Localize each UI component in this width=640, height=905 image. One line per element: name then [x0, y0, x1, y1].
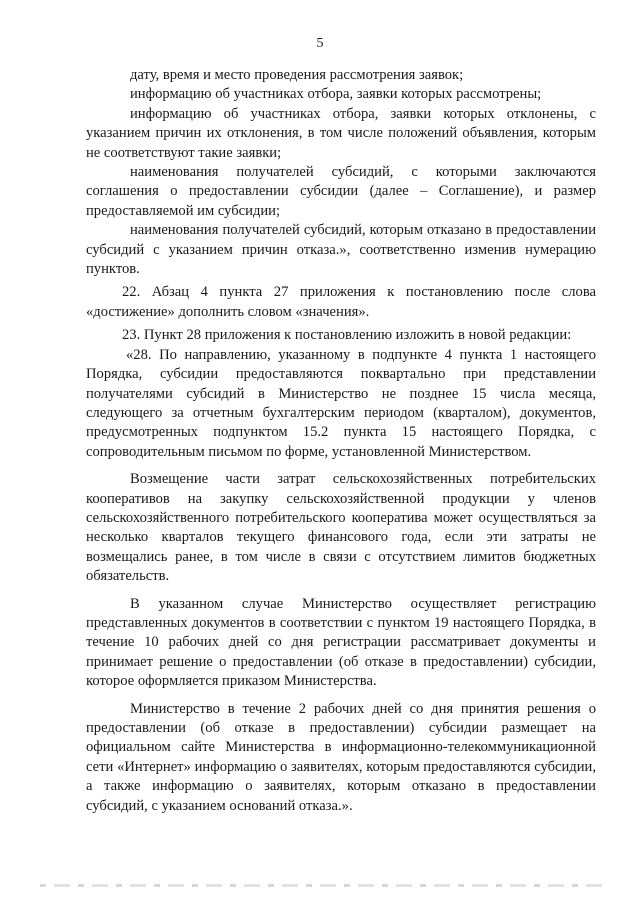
clause-22: 22. Абзац 4 пункта 27 приложения к постановлению после слова «достижение» дополнить словом «значения».: [86, 284, 596, 320]
paragraph-refused-recipients: наименования получателей субсидий, которым отказано в предоставлении субсидий с указанием причин отказа.», соответственно изменив нумерацию пунктов.: [86, 222, 596, 278]
document-body: [86, 66, 596, 816]
paragraph-subsidy-recipients: наименования получателей субсидий, с которыми заключаются соглашения о предоставлении субсидии (далее – Соглашение), и размер предоставляемой им субсидии;: [86, 164, 596, 219]
paragraph-review-date: дату, время и место проведения рассмотрения заявок;: [130, 67, 464, 83]
clause-23: 23. Пункт 28 приложения к постановлению изложить в новой редакции:: [122, 327, 572, 344]
paragraph-rejected-participants: информацию об участниках отбора, заявки которых отклонены, с указанием причин их отклонения, в том числе положений объявления, которым не соответствуют такие заявки;: [86, 105, 596, 161]
paragraph-cost-reimbursement: Возмещение части затрат сельскохозяйственных потребительских кооперативов на закупку сельскохозяйственной продукции у членов сельскохозяйственного потребительского кооператива может осуществляться за несколько кварталов текущего финансового года, если эти затраты не возмещались ранее, в том числе в связи с отсутствием лимитов бюджетных обязательств.: [86, 471, 596, 585]
paragraph-registration: В указанном случае Министерство осуществляет регистрацию представленных документов в соответствии с пунктом 19 настоящего Порядка, в течение 10 рабочих дней со дня регистрации рассматривает документы и принимает решение о предоставлении (об отказе в предоставлении) субсидии, которое оформляется приказом Министерства.: [86, 595, 596, 690]
paragraph-reviewed-participants: информацию об участниках отбора, заявки которых рассмотрены;: [130, 86, 542, 103]
paragraph-publication: Министерство в течение 2 рабочих дней со дня принятия решения о предоставлении (об отказе в предоставлении) субсидии размещает на официальном сайте Министерства в информационно-телекоммуникационной сети «Интернет» информацию о заявителях, которым предоставляются субсидии, а также информацию о заявителях, которым отказано в предоставлении субсидий, с указанием оснований отказа.».: [86, 700, 596, 814]
page-number: 5: [316, 36, 324, 51]
paragraph-point-28: «28. По направлению, указанному в подпункте 4 пункта 1 настоящего Порядка, субсидии предоставляются поквартально при представлении получателями субсидий в Министерство не позднее 15 числа месяца, следующего за отчетным бухгалтерским периодом (кварталом), документов, предусмотренных подпунктом 15.2 пункта 15 настоящего Порядка, с сопроводительным письмом по форме, установленной Министерством.: [86, 346, 596, 460]
scan-edge-artifact: [40, 884, 610, 887]
